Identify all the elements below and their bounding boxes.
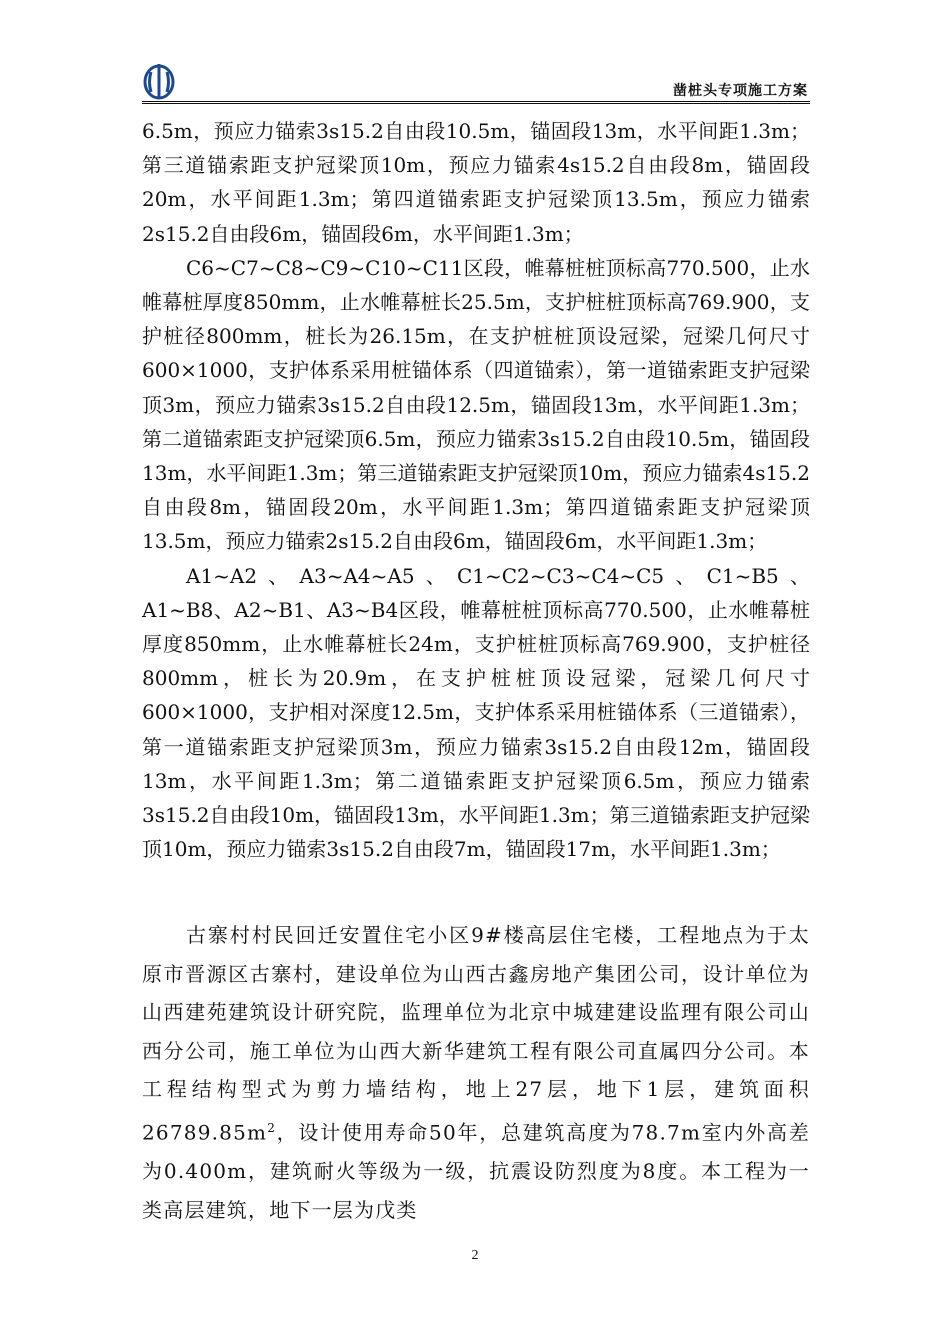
header-divider <box>142 101 810 104</box>
body-paragraph: C6~C7~C8~C9~C10~C11区段，帷幕桩桩顶标高770.500，止水帷幕桩厚度850mm，止水帷幕桩长25.5m，支护桩桩顶标高769.900，支护桩径800mm，桩长为26.15m，在支护桩桩顶设冠梁，冠梁几何尺寸600×1000，支护体系采用桩锚体系（四道锚索），第一道锚索距支护冠梁顶3m，预应力锚索3s15.2自由段12.5m，锚固段13m，水平间距1.3m；第二道锚索距支护冠梁顶6.5m，预应力锚索3s15.2自由段10.5m，锚固段13m，水平间距1.3m；第三道锚索距支护冠梁顶10m，预应力锚索4s15.2自由段8m，锚固段20m，水平间距1.3m；第四道锚索距支护冠梁顶13.5m，预应力锚索2s15.2自由段6m，锚固段6m，水平间距1.3m； <box>142 255 810 554</box>
body-paragraph: 6.5m，预应力锚索3s15.2自由段10.5m，锚固段13m，水平间距1.3m；第三道锚索距支护冠梁顶10m，预应力锚索4s15.2自由段8m，锚固段20m，水平间距1.3m；第四道锚索距支护冠梁顶13.5m，预应力锚索2s15.2自由段6m，锚固段6m，水平间距1.3m； <box>142 119 810 246</box>
document-title: 凿桩头专项施工方案 <box>673 83 808 99</box>
page-header <box>142 56 810 104</box>
project-overview-paragraph <box>142 916 810 1229</box>
page-number: 2 <box>471 1248 479 1263</box>
project-text-part: ，设计使用寿命50年，总建筑高度为78.7m室内外高差为0.400m，建筑耐火等级为一级，抗震设防烈度为8度。本工程为一类高层建筑，地下一层为戊类 <box>142 1120 810 1222</box>
document-body <box>142 114 810 1229</box>
area-unit-superscript: 2 <box>267 1120 277 1135</box>
company-logo-icon <box>142 62 176 100</box>
project-text-part: 古寨村村民回迁安置住宅小区9#楼高层住宅楼，工程地点为于太原市晋源区古寨村，建设单位为山西古鑫房地产集团公司，设计单位为山西建苑建筑设计研究院，监理单位为北京中城建建设监理有限公司山西分公司，施工单位为山西大新华建筑工程有限公司直属四分公司。本工程结构型式为剪力墙结构，地上27层，地下1层，建筑面积26789.85m <box>142 923 810 1145</box>
body-paragraph: A1~A2、A3~A4~A5、C1~C2~C3~C4~C5、C1~B5、A1~B8、A2~B1、A3~B4区段，帷幕桩桩顶标高770.500，止水帷幕桩厚度850mm，止水帷幕桩长24m，支护桩桩顶标高769.900，支护桩径800mm，桩长为20.9m，在支护桩桩顶设冠梁，冠梁几何尺寸600×1000，支护相对深度12.5m，支护体系采用桩锚体系（三道锚索），第一道锚索距支护冠梁顶3m，预应力锚索3s15.2自由段12m，锚固段13m，水平间距1.3m；第二道锚索距支护冠梁顶6.5m，预应力锚索3s15.2自由段10m，锚固段13m，水平间距1.3m；第三道锚索距支护冠梁顶10m，预应力锚索3s15.2自由段7m，锚固段17m，水平间距1.3m； <box>142 563 810 862</box>
